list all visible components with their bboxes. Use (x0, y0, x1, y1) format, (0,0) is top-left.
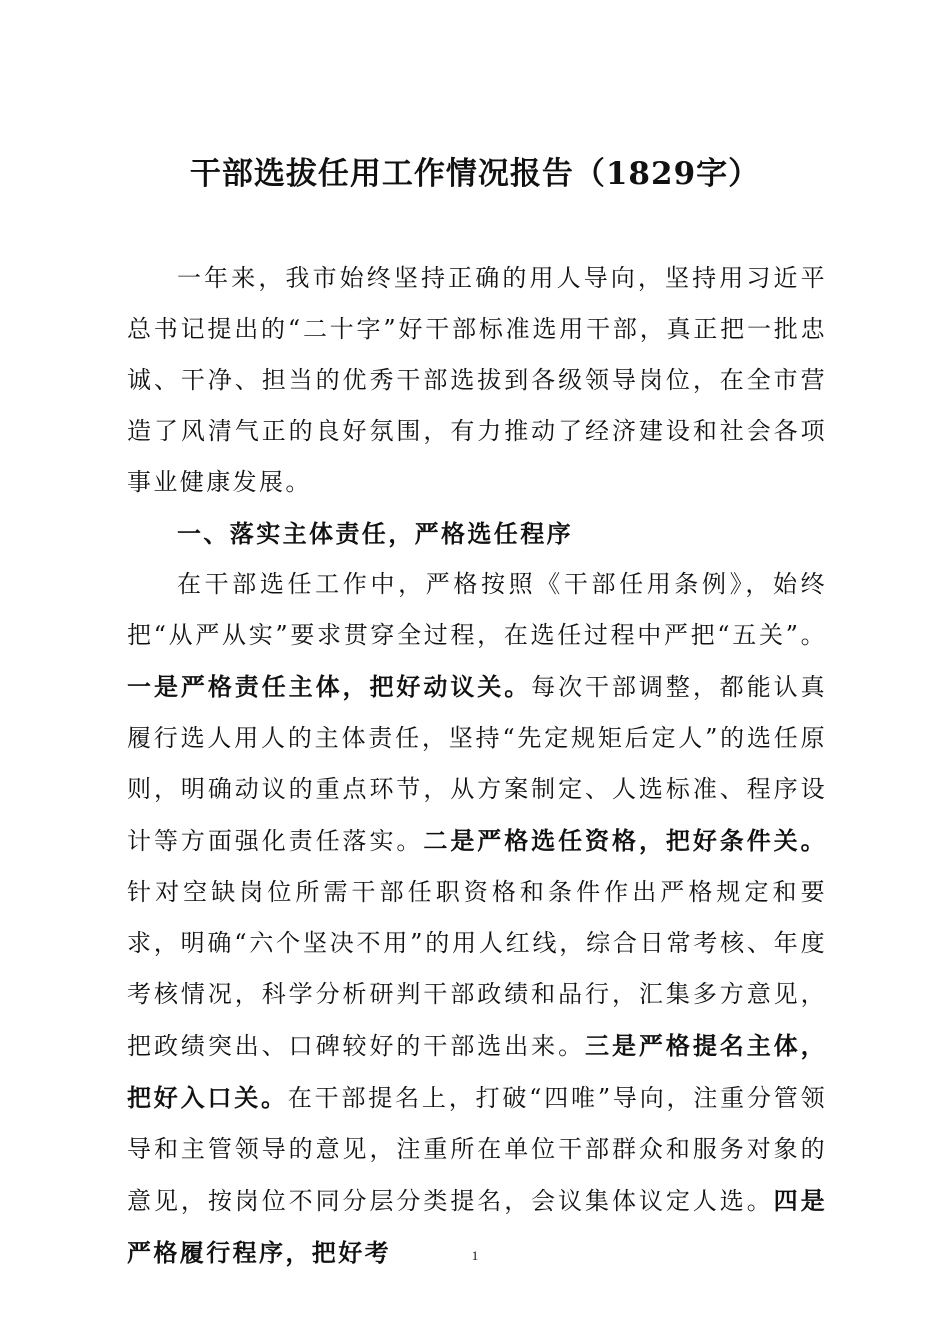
point-2-title: 二是严格选任资格，把好条件关。 (423, 826, 828, 855)
point-2-text: 针对空缺岗位所需干部任职资格和条件作出严格规定和要求，明确“六个坚决不用”的用人红线，综合日常考核、年度考核情况，科学分析研判干部政绩和品行，汇集多方意见，把政绩突出、口碑较好的干部选出来。 (127, 878, 827, 1060)
point-3-title: 三是严格提名主体，把好入口关。 (127, 1031, 827, 1112)
point-4-title: 四是严格履行程序，把好考 (127, 1186, 827, 1267)
point-3-text: 在干部提名上，打破“四唯”导向，注重分管领导和主管领导的意见，注重所在单位干部群众和服务对象的意见，按岗位不同分层分类提名，会议集体议定人选。 (127, 1084, 827, 1215)
intro-paragraph: 一年来，我市始终坚持正确的用人导向，坚持用习近平总书记提出的“二十字”好干部标准选用干部，真正把一批忠诚、干净、担当的优秀干部选拔到各级领导岗位，在全市营造了风清气正的良好氛围，有力推动了经济建设和社会各项事业健康发展。 (127, 264, 827, 496)
section-heading-1: 一、落实主体责任，严格选任程序 (177, 519, 573, 548)
page-number: 1 (471, 1248, 479, 1263)
document-body (127, 253, 827, 1279)
section-1-intro: 在干部选任工作中，严格按照《干部任用条例》，始终把“从严从实”要求贯穿全过程，在选任过程中严把“五关”。 (127, 570, 827, 649)
point-1-title: 一是严格责任主体，把好动议关。 (127, 672, 532, 701)
point-1-text: 每次干部调整，都能认真履行选人用人的主体责任，坚持“先定规矩后定人”的选任原则，明确动议的重点环节，从方案制定、人选标准、程序设计等方面强化责任落实。 (127, 673, 827, 855)
document-title: 干部选拔任用工作情况报告（1829字） (189, 156, 761, 192)
section-1-paragraph (127, 559, 827, 1279)
